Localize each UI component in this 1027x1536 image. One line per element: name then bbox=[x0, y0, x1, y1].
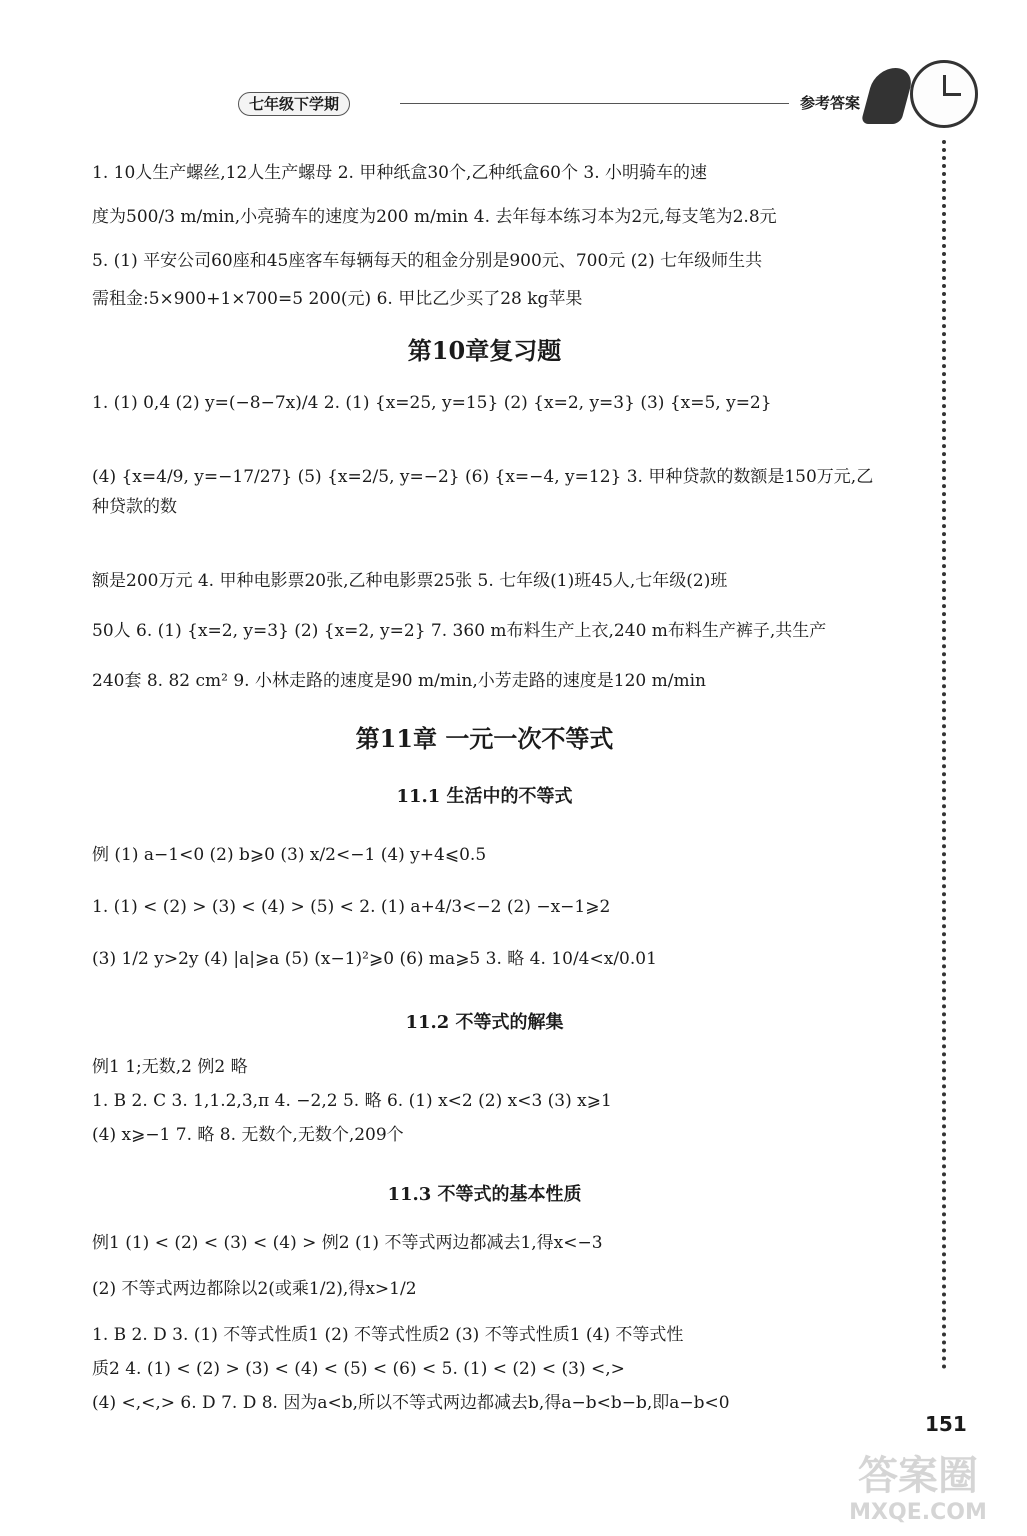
watermark-logo bbox=[818, 1444, 1018, 1532]
text-line: (4) <,<,> 6. D 7. D 8. 因为a<b,所以不等式两边都减去b,得a−b<b−b,即a−b<0 bbox=[92, 1393, 730, 1413]
chapter-10-title: 第10章复习题 bbox=[407, 336, 562, 365]
grade-label: 七年级下学期 bbox=[238, 92, 350, 116]
answer-content bbox=[92, 150, 877, 1418]
text-line: (4) x⩾−1 7. 略 8. 无数个,无数个,209个 bbox=[92, 1125, 404, 1145]
text-line: 度为500/3 m/min,小亮骑车的速度为200 m/min 4. 去年每本练习本为2元,每支笔为2.8元 bbox=[92, 207, 777, 227]
section-11-1-title: 11.1 生活中的不等式 bbox=[396, 786, 573, 807]
page-number: 151 bbox=[925, 1412, 967, 1436]
text-line: 1. B 2. D 3. (1) 不等式性质1 (2) 不等式性质2 (3) 不等式性质1 (4) 不等式性 bbox=[92, 1325, 684, 1345]
clock-hand-minute bbox=[943, 93, 961, 96]
runner-icon bbox=[860, 68, 915, 124]
header-rule bbox=[400, 103, 789, 104]
answers-block-1 bbox=[92, 158, 877, 314]
text-line: 1. 10人生产螺丝,12人生产螺母 2. 甲种纸盒30个,乙种纸盒60个 3. 小明骑车的速 bbox=[92, 163, 708, 183]
clock-hand-hour bbox=[943, 75, 946, 95]
text-line: 例1 1;无数,2 例2 略 bbox=[92, 1057, 248, 1077]
text-line: 例 (1) a−1<0 (2) b⩾0 (3) x/2<−1 (4) y+4⩽0.5 bbox=[92, 845, 487, 865]
text-line: 质2 4. (1) < (2) > (3) < (4) < (5) < (6) < 5. (1) < (2) < (3) <,> bbox=[92, 1359, 625, 1379]
text-line: 1. (1) 0,4 (2) y=(−8−7x)/4 2. (1) {x=25, y=15} (2) {x=2, y=3} (3) {x=5, y=2} bbox=[92, 393, 772, 413]
text-line: (3) 1/2 y>2y (4) |a|⩾a (5) (x−1)²⩾0 (6) ma⩾5 3. 略 4. 10/4<x/0.01 bbox=[92, 949, 657, 969]
section-11-3-answers bbox=[92, 1228, 877, 1418]
text-line: 50人 6. (1) {x=2, y=3} (2) {x=2, y=2} 7. 360 m布料生产上衣,240 m布料生产裤子,共生产 bbox=[92, 621, 827, 641]
section-11-1-answers bbox=[92, 840, 877, 974]
clock-icon bbox=[910, 60, 978, 128]
text-line: (4) {x=4/9, y=−17/27} (5) {x=2/5, y=−2} (6) {x=−4, y=12} 3. 甲种贷款的数额是150万元,乙种贷款的数 bbox=[92, 467, 874, 517]
section-label: 参考答案 bbox=[800, 94, 861, 112]
dotted-margin-line bbox=[942, 140, 946, 1370]
watermark-url: MXQE.COM bbox=[849, 1500, 987, 1525]
text-line: 240套 8. 82 cm² 9. 小林走路的速度是90 m/min,小芳走路的速度是120 m/min bbox=[92, 671, 706, 691]
text-line: 例1 (1) < (2) < (3) < (4) > 例2 (1) 不等式两边都减去1,得x<−3 bbox=[92, 1233, 603, 1253]
text-line: 需租金:5×900+1×700=5 200(元) 6. 甲比乙少买了28 kg苹果 bbox=[92, 289, 583, 309]
section-11-2-title: 11.2 不等式的解集 bbox=[405, 1012, 564, 1033]
text-line: 1. B 2. C 3. 1,1.2,3,π 4. −2,2 5. 略 6. (1) x<2 (2) x<3 (3) x⩾1 bbox=[92, 1091, 612, 1111]
text-line: 1. (1) < (2) > (3) < (4) > (5) < 2. (1) a+4/3<−2 (2) −x−1⩾2 bbox=[92, 897, 611, 917]
text-line: (2) 不等式两边都除以2(或乘1/2),得x>1/2 bbox=[92, 1279, 417, 1299]
chapter-10-answers bbox=[92, 388, 877, 696]
section-11-2-answers bbox=[92, 1052, 877, 1150]
text-line: 5. (1) 平安公司60座和45座客车每辆每天的租金分别是900元、700元 (2) 七年级师生共 bbox=[92, 251, 763, 271]
section-11-3-title: 11.3 不等式的基本性质 bbox=[387, 1184, 582, 1205]
text-line: 额是200万元 4. 甲种电影票20张,乙种电影票25张 5. 七年级(1)班45人,七年级(2)班 bbox=[92, 571, 728, 591]
page-header bbox=[0, 0, 1027, 150]
chapter-11-title: 第11章 一元一次不等式 bbox=[355, 724, 614, 753]
watermark-main: 答案圈 bbox=[858, 1453, 978, 1499]
